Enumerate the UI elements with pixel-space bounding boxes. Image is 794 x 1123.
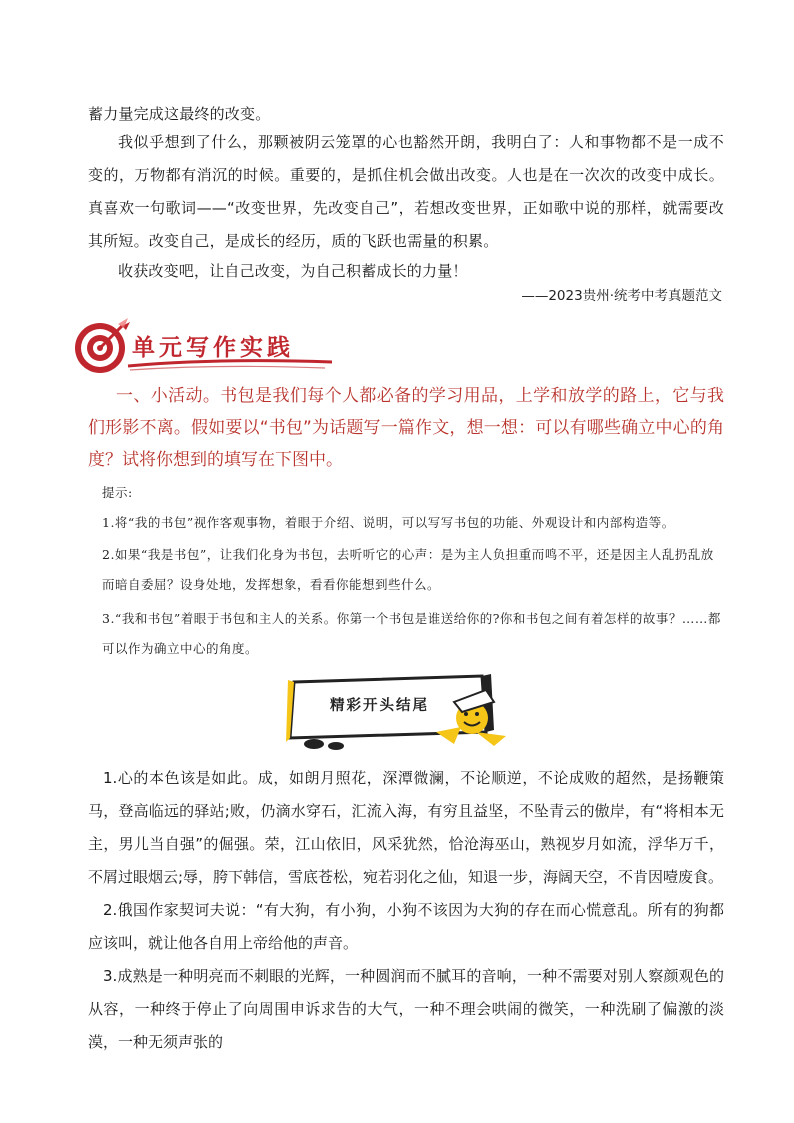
- hint-item: 1.将“我的书包”视作客观事物，着眼于介绍、说明，可以写写书包的功能、外观设计和内部构造等。: [102, 515, 675, 530]
- essay-paragraph: 收获改变吧，让自己改变，为自己积蓄成长的力量！: [118, 262, 468, 280]
- card-title: 精彩开头结尾: [330, 698, 429, 714]
- hint-item: 3.“我和书包”着眼于书包和主人的关系。你第一个书包是谁送给你的?你和书包之间有着怎样的故事？……都可以作为确立中心的角度。: [102, 611, 721, 656]
- hint-item: 2.如果“我是书包”，让我们化身为书包，去听听它的心声：是为主人负担重而鸣不平，还是因主人乱扔乱放而暗自委屈？设身处地，发挥想象，看看你能想到些什么。: [102, 547, 714, 592]
- example-paragraph: 1.心的本色该是如此。成，如朗月照花，深潭微澜，不论顺逆，不论成败的超然，是扬鞭策马，登高临远的驿站;败，仍滴水穿石，汇流入海，有穷且益坚，不坠青云的傲岸，有“将相本无主，男儿当自强”的倔强。荣，江山依旧，风采犹然，恰沧海巫山，熟视岁月如流，浮华万千，不屑过眼烟云;辱，胯下韩信，雪底苍松，宛若羽化之仙，知退一步，海阔天空，不肯因噎废食。: [88, 769, 724, 886]
- activity-prompt: 一、小活动。书包是我们每个人都必备的学习用品，上学和放学的路上，它与我们形影不离。假如要以“书包”为话题写一篇作文，想一想：可以有哪些确立中心的角度？试将你想到的填写在下图中。: [88, 386, 724, 470]
- essay-source: ——2023贵州·统考中考真题范文: [521, 288, 722, 304]
- hint-label: 提示:: [102, 485, 133, 500]
- essay-paragraph: 蓄力量完成这最终的改变。: [88, 105, 271, 123]
- example-paragraph: 2.俄国作家契诃夫说：“有大狗，有小狗，小狗不该因为大狗的存在而心慌意乱。所有的狗都应该叫，就让他各自用上帝给他的声音。: [88, 901, 724, 952]
- section-title: 单元写作实践: [132, 334, 294, 361]
- target-icon: [75, 318, 130, 373]
- example-paragraph: 3.成熟是一种明亮而不刺眼的光辉，一种圆润而不腻耳的音响，一种不需要对别人察颜观色的从容，一种终于停止了向周围申诉求告的大气，一种不理会哄闹的微笑，一种洗刷了偏激的淡漠，一种无须声张的: [88, 967, 724, 1051]
- essay-paragraph: 我似乎想到了什么，那颗被阴云笼罩的心也豁然开朗，我明白了：人和事物都不是一成不变的，万物都有消沉的时候。重要的，是抓住机会做出改变。人也是在一次次的改变中成长。真喜欢一句歌词——“改变世界，先改变自己”，若想改变世界，正如歌中说的那样，就需要改其所短。改变自己，是成长的经历，质的飞跃也需量的积累。: [88, 133, 724, 250]
